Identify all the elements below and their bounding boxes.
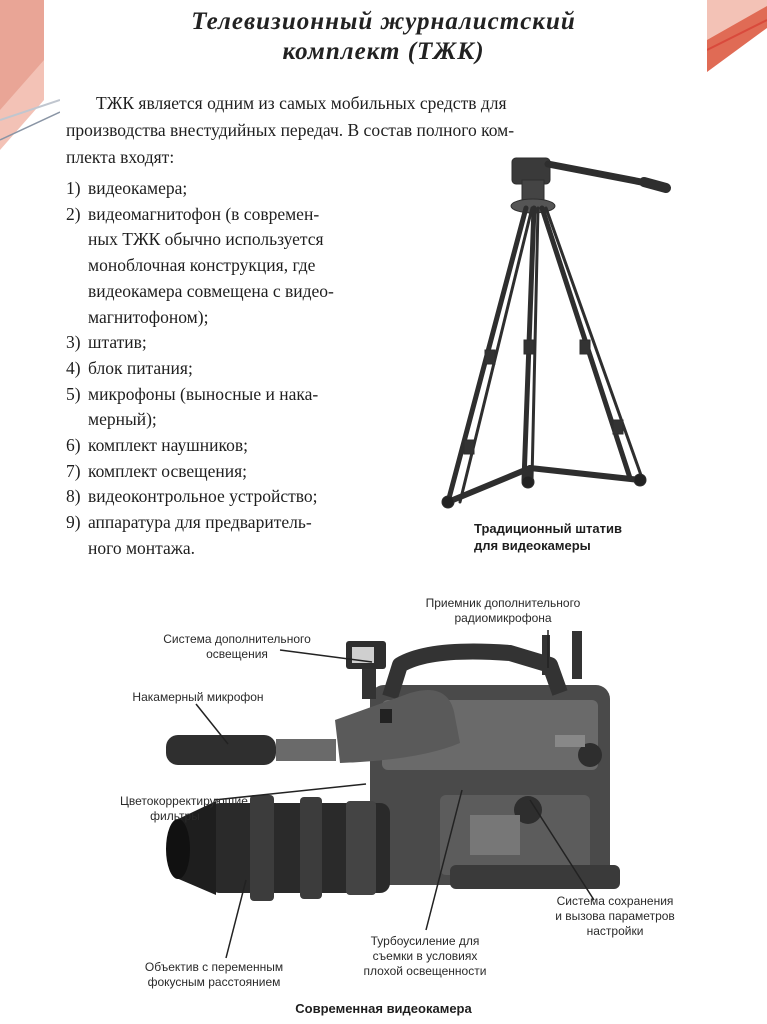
camera-caption: Современная видеокамера bbox=[295, 1001, 472, 1016]
list-item: 2) видеомагнитофон (в современ- ных ТЖК обычно используется моноблочная конструкция, где видеокамера совмещена с видео- магнитофоном); bbox=[66, 203, 334, 327]
list-item: 7) комплект освещения; bbox=[66, 460, 248, 481]
title-line-2: комплект (ТЖК) bbox=[282, 38, 485, 65]
label-turbo: Турбоусиление для съемки в условиях плохой освещенности bbox=[363, 934, 487, 978]
list-item: 8) видеоконтрольное устройство; bbox=[66, 486, 318, 507]
title-line-1: Телевизионный журналистский bbox=[191, 8, 576, 35]
label-filters: Цветокорректирующие фильтры bbox=[120, 794, 248, 823]
list-item: 1) видеокамера; bbox=[66, 178, 188, 198]
label-storage: Система сохранения и вызова параметров настройки bbox=[555, 894, 675, 938]
list-item: 6) комплект наушников; bbox=[66, 435, 248, 456]
list-item: 5) микрофоны (выносные и нака- мерный); bbox=[66, 383, 319, 430]
list-item: 3) штатив; bbox=[66, 332, 147, 353]
intro-line-2: производства внестудийных передач. В состав полного ком- bbox=[66, 120, 515, 140]
label-lighting: Система дополнительного освещения bbox=[163, 632, 311, 661]
intro-line-3: плекта входят: bbox=[66, 147, 175, 167]
list-item: 9) аппаратура для предваритель- ного монтажа. bbox=[66, 512, 312, 558]
tripod-caption: Традиционный штатив для видеокамеры bbox=[474, 521, 622, 553]
label-lens: Объектив с переменным фокусным расстоянием bbox=[144, 960, 284, 989]
intro-line-1: ТЖК является одним из самых мобильных средств для bbox=[96, 93, 507, 113]
list-item: 4) блок питания; bbox=[66, 357, 193, 378]
label-receiver: Приемник дополнительного радиомикрофона bbox=[425, 596, 581, 625]
label-mic: Накамерный микрофон bbox=[132, 690, 264, 704]
